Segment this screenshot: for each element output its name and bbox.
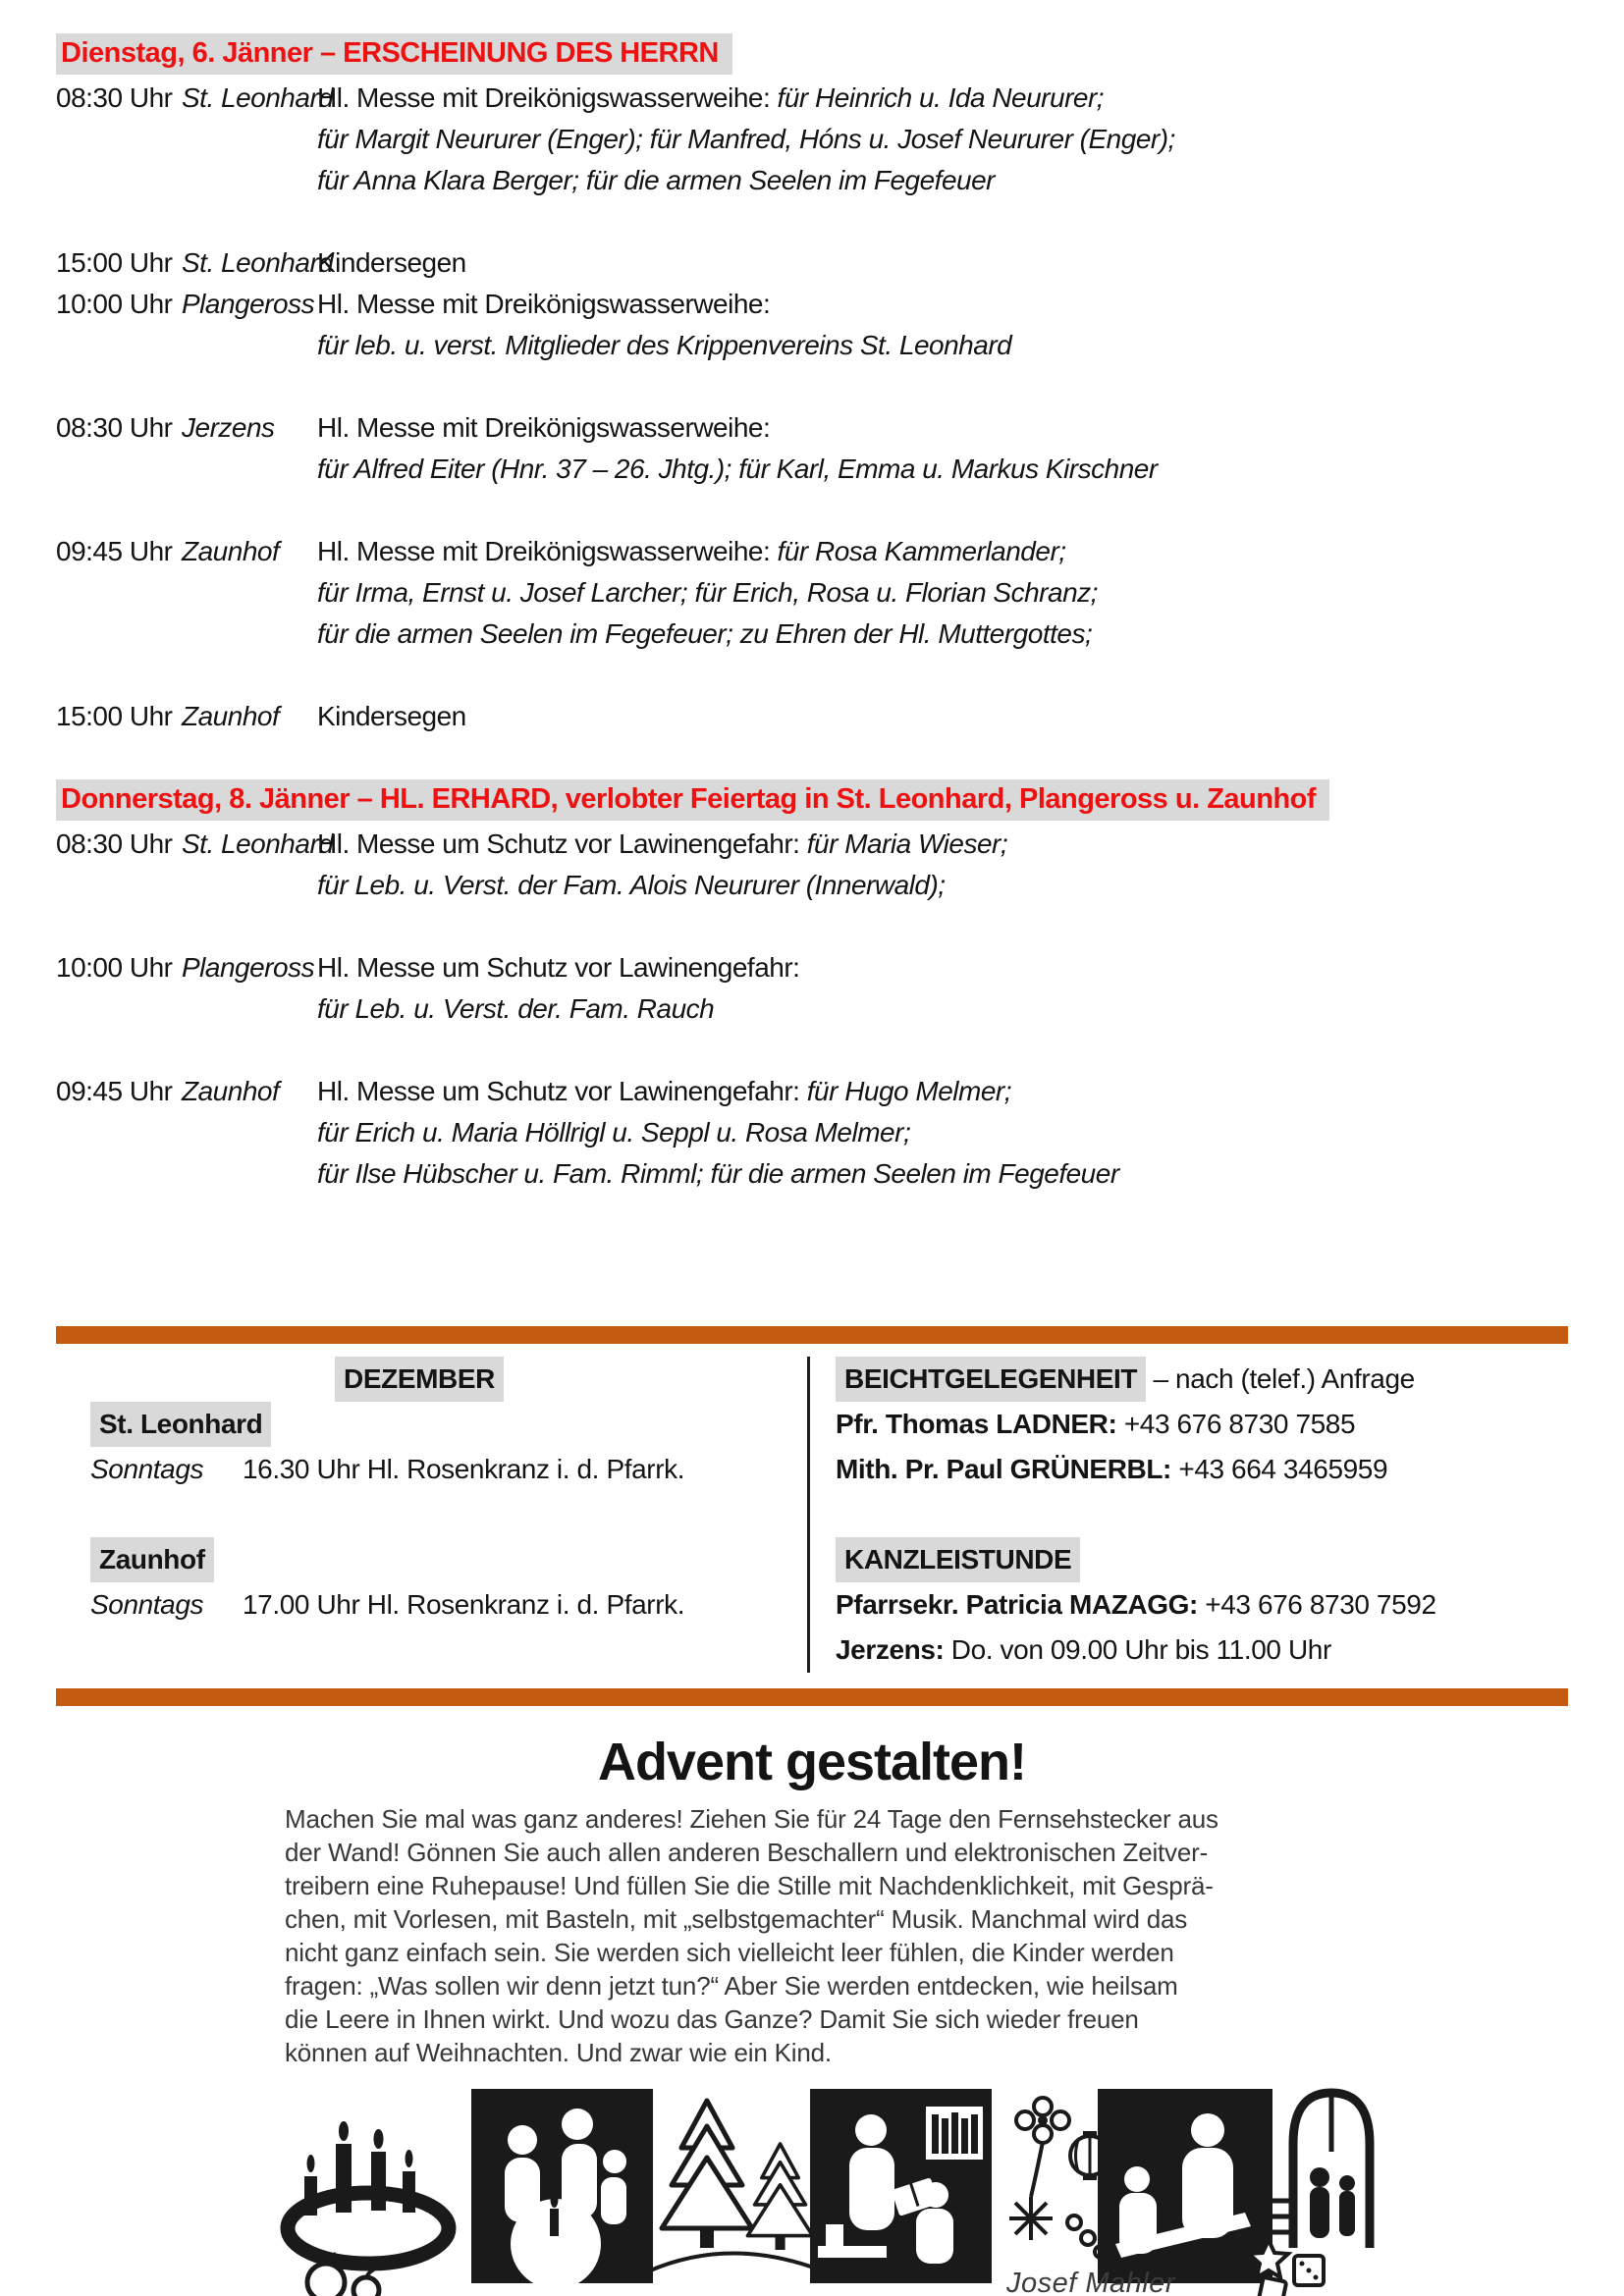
day-label: Sonntags — [90, 1454, 204, 1484]
description-line: für Alfred Eiter (Hnr. 37 – 26. Jhtg.); für Karl, Emma u. Markus Kirschner — [317, 454, 1158, 484]
schedule-entry — [56, 407, 1568, 490]
schedule-entry — [56, 824, 1568, 906]
spacer — [56, 490, 1568, 531]
place-name: Zaunhof — [90, 1537, 214, 1582]
contact-value: +43 676 8730 7592 — [1197, 1589, 1436, 1620]
entry-place: Jerzens — [182, 412, 275, 443]
contact-line — [836, 1447, 1568, 1492]
entry-place: St. Leonhard — [182, 828, 334, 859]
contact-title-line — [836, 1357, 1568, 1402]
december-schedule-row — [90, 1582, 807, 1628]
advent-section — [56, 1732, 1568, 2296]
entry-time: 10:00 Uhr — [56, 952, 173, 983]
place-name: St. Leonhard — [90, 1402, 271, 1447]
spacer — [56, 201, 1568, 242]
paragraph-line: Machen Sie mal was ganz anderes! Ziehen Sie für 24 Tage den Fernsehstecker aus — [285, 1804, 1218, 1834]
schedule-entry — [56, 242, 1568, 284]
contact-line — [836, 1628, 1568, 1673]
family-singing-scene — [471, 2089, 653, 2289]
paragraph-line: nicht ganz einfach sein. Sie werden sich vielleicht leer fühlen, die Kinder werden — [285, 1938, 1174, 1967]
entry-time: 08:30 Uhr — [56, 828, 173, 859]
december-title: DEZEMBER — [335, 1357, 504, 1402]
description-line: für Ilse Hübscher u. Fam. Rimml; für die armen Seelen im Fegefeuer — [317, 1158, 1119, 1189]
advent-illustration — [275, 2081, 1375, 2296]
entry-time: 10:00 Uhr — [56, 289, 173, 319]
december-box-body — [90, 1402, 807, 1628]
advent-paragraph — [285, 1802, 1355, 2069]
entry-description — [317, 947, 1568, 1030]
illustration-caption: Josef Mahler — [1006, 2268, 1176, 2296]
crafting-scene — [1098, 2089, 1272, 2283]
entry-place: Plangeross — [182, 289, 315, 319]
description-line: für Erich u. Maria Höllrigl u. Seppl u. Rosa Melmer; — [317, 1117, 911, 1148]
contact-label: Pfarrsekr. Patricia MAZAGG: — [836, 1589, 1198, 1620]
contact-value: +43 676 8730 7585 — [1116, 1409, 1356, 1439]
entry-place: Zaunhof — [182, 536, 280, 566]
paragraph-line: chen, mit Vorlesen, mit Basteln, mit „selbstgemachter“ Musik. Manchmal wird das — [285, 1904, 1188, 1934]
entry-place: Zaunhof — [182, 701, 280, 731]
description-line: Hl. Messe mit Dreikönigswasserweihe: — [317, 412, 771, 443]
description-line: Hl. Messe mit Dreikönigswasserweihe: für Rosa Kammerlander; — [317, 536, 1066, 566]
schedule-entry — [56, 696, 1568, 737]
spacer — [56, 737, 1568, 778]
entry-description — [317, 242, 1568, 284]
spacer — [56, 366, 1568, 407]
description-line: für Irma, Ernst u. Josef Larcher; für Erich, Rosa u. Florian Schranz; — [317, 577, 1098, 608]
spacer — [836, 1492, 1568, 1537]
place-line — [90, 1537, 807, 1582]
entry-place: Plangeross — [182, 952, 315, 983]
description-line: Kindersegen — [317, 701, 466, 731]
description-line: Kindersegen — [317, 247, 466, 278]
description-line: Hl. Messe um Schutz vor Lawinengefahr: für Hugo Melmer; — [317, 1076, 1012, 1106]
contact-title: BEICHTGELEGENHEIT — [836, 1357, 1146, 1402]
description-line: für leb. u. verst. Mitglieder des Krippenvereins St. Leonhard — [317, 330, 1012, 360]
description-line: Hl. Messe um Schutz vor Lawinengefahr: für Maria Wieser; — [317, 828, 1008, 859]
schedule-entry — [56, 1071, 1568, 1195]
flowers-and-lantern — [1009, 2098, 1110, 2258]
entry-time: 15:00 Uhr — [56, 701, 173, 731]
spacer — [56, 1030, 1568, 1071]
contact-title: KANZLEISTUNDE — [836, 1537, 1080, 1582]
paragraph-line: der Wand! Gönnen Sie auch allen anderen Beschallern und elektronischen Zeitver- — [285, 1838, 1209, 1867]
entry-description — [317, 1071, 1568, 1195]
advent-title: Advent gestalten! — [597, 1733, 1027, 1791]
entry-time: 08:30 Uhr — [56, 412, 173, 443]
info-panel — [56, 1357, 1568, 1673]
time-detail: 16.30 Uhr Hl. Rosenkranz i. d. Pfarrk. — [243, 1454, 685, 1484]
schedule — [56, 33, 1568, 1195]
contact-title-line — [836, 1537, 1568, 1582]
entry-description — [317, 78, 1568, 201]
entry-description — [317, 824, 1568, 906]
advent-art-strip — [275, 2081, 1375, 2296]
description-line: für die armen Seelen im Fegefeuer; zu Ehren der Hl. Muttergottes; — [317, 618, 1093, 649]
contact-line — [836, 1402, 1568, 1447]
schedule-entry — [56, 78, 1568, 201]
reading-scene — [810, 2089, 992, 2283]
orange-divider-top — [56, 1326, 1568, 1344]
contact-value: Do. von 09.00 Uhr bis 11.00 Uhr — [944, 1634, 1331, 1665]
description-line: für Leb. u. Verst. der Fam. Alois Neururer (Innerwald); — [317, 870, 946, 900]
contact-box — [807, 1357, 1568, 1673]
contact-box-body — [836, 1357, 1568, 1673]
contact-line — [836, 1582, 1568, 1628]
contact-label: Jerzens: — [836, 1634, 945, 1665]
contact-label: Pfr. Thomas LADNER: — [836, 1409, 1117, 1439]
time-detail: 17.00 Uhr Hl. Rosenkranz i. d. Pfarrk. — [243, 1589, 685, 1620]
entry-description — [317, 531, 1568, 655]
fir-trees — [648, 2101, 819, 2271]
place-line — [90, 1402, 807, 1447]
description-line: für Leb. u. Verst. der. Fam. Rauch — [317, 993, 715, 1024]
entry-description — [317, 696, 1568, 737]
schedule-entry — [56, 947, 1568, 1030]
schedule-entry — [56, 284, 1568, 366]
entry-description — [317, 284, 1568, 366]
description-line: Hl. Messe mit Dreikönigswasserweihe: für Heinrich u. Ida Neururer; — [317, 82, 1105, 113]
entry-time: 08:30 Uhr — [56, 82, 173, 113]
description-line: für Anna Klara Berger; für die armen Seelen im Fegefeuer — [317, 165, 996, 195]
contact-title-suffix: – nach (telef.) Anfrage — [1146, 1363, 1415, 1394]
spacer — [56, 906, 1568, 947]
contact-label: Mith. Pr. Paul GRÜNERBL: — [836, 1454, 1171, 1484]
spacer — [90, 1492, 807, 1537]
description-line: für Margit Neururer (Enger); für Manfred, Hóns u. Josef Neururer (Enger); — [317, 124, 1175, 154]
day-label: Sonntags — [90, 1589, 204, 1620]
paragraph-line: können auf Weihnachten. Und zwar wie ein Kind. — [285, 2038, 832, 2067]
spacer — [56, 655, 1568, 696]
section-header: Donnerstag, 8. Jänner – HL. ERHARD, verlobter Feiertag in St. Leonhard, Plangeross u. Zaunhof — [56, 779, 1329, 821]
entry-place: St. Leonhard — [182, 82, 334, 113]
entry-description — [317, 407, 1568, 490]
december-box — [56, 1357, 807, 1673]
entry-place: Zaunhof — [182, 1076, 280, 1106]
december-schedule-row — [90, 1447, 807, 1492]
entry-time: 09:45 Uhr — [56, 1076, 173, 1106]
paragraph-line: fragen: „Was sollen wir denn jetzt tun?“ Aber Sie werden entdecken, wie heilsam — [285, 1971, 1178, 2001]
description-line: Hl. Messe mit Dreikönigswasserweihe: — [317, 289, 771, 319]
paragraph-line: treibern eine Ruhepause! Und füllen Sie die Stille mit Nachdenklichkeit, mit Gesprä- — [285, 1871, 1214, 1900]
entry-place: St. Leonhard — [182, 247, 334, 278]
entry-time: 15:00 Uhr — [56, 247, 173, 278]
description-line: Hl. Messe um Schutz vor Lawinengefahr: — [317, 952, 800, 983]
contact-value: +43 664 3465959 — [1170, 1454, 1388, 1484]
orange-divider-bottom — [56, 1688, 1568, 1706]
december-title-line — [90, 1357, 748, 1402]
arched-window-scene — [1265, 2093, 1370, 2248]
advent-wreath-icon — [288, 2121, 449, 2296]
section-header: Dienstag, 6. Jänner – ERSCHEINUNG DES HERRN — [56, 33, 732, 75]
entry-time: 09:45 Uhr — [56, 536, 173, 566]
paragraph-line: die Leere in Ihnen wirkt. Und wozu das Ganze? Damit Sie sich wieder freuen — [285, 2004, 1139, 2034]
schedule-entry — [56, 531, 1568, 655]
